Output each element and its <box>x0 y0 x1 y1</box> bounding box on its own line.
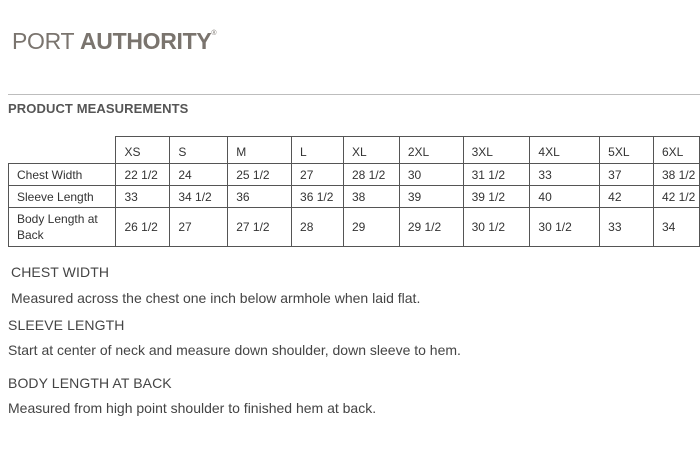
size-header-cell: XS <box>116 137 170 164</box>
size-header-cell: 6XL <box>653 137 699 164</box>
table-cell: 33 <box>530 164 600 186</box>
table-cell: 42 <box>600 186 654 208</box>
brand-logo-word-port: PORT <box>12 28 80 54</box>
header-divider <box>8 94 700 95</box>
table-cell: 22 1/2 <box>116 164 170 186</box>
size-header-cell: M <box>228 137 292 164</box>
table-cell: 39 <box>399 186 463 208</box>
table-cell: 25 1/2 <box>228 164 292 186</box>
size-header-cell: 4XL <box>530 137 600 164</box>
measurements-table <box>8 136 700 247</box>
table-cell: 27 <box>292 164 344 186</box>
table-cell: 30 1/2 <box>530 208 600 247</box>
table-cell: 26 1/2 <box>116 208 170 247</box>
size-header-cell: 5XL <box>600 137 654 164</box>
table-cell: 37 <box>600 164 654 186</box>
size-header-cell: 2XL <box>399 137 463 164</box>
table-row-body-length <box>9 208 700 247</box>
table-cell: 24 <box>170 164 228 186</box>
table-cell: 28 <box>292 208 344 247</box>
table-cell: 28 1/2 <box>343 164 399 186</box>
table-row-sleeve-length <box>9 186 700 208</box>
brand-logo <box>12 28 216 55</box>
table-cell: 29 1/2 <box>399 208 463 247</box>
table-cell: 42 1/2 <box>653 186 699 208</box>
size-header-cell: 3XL <box>463 137 530 164</box>
row-label: Chest Width <box>9 164 116 186</box>
table-cell: 38 1/2 <box>653 164 699 186</box>
definition-title-sleeve-length: SLEEVE LENGTH <box>8 317 125 333</box>
table-cell: 36 <box>228 186 292 208</box>
table-cell: 34 1/2 <box>170 186 228 208</box>
corner-cell <box>9 137 116 164</box>
table-cell: 36 1/2 <box>292 186 344 208</box>
size-header-row <box>9 137 700 164</box>
table-cell: 30 1/2 <box>463 208 530 247</box>
registered-mark: ® <box>211 30 217 37</box>
definition-title-body-length: BODY LENGTH AT BACK <box>8 375 172 391</box>
table-cell: 40 <box>530 186 600 208</box>
section-title: PRODUCT MEASUREMENTS <box>8 101 189 116</box>
table-cell: 39 1/2 <box>463 186 530 208</box>
row-label: Sleeve Length <box>9 186 116 208</box>
brand-logo-word-authority: AUTHORITY <box>79 28 212 54</box>
table-cell: 33 <box>116 186 170 208</box>
table-cell: 27 <box>170 208 228 247</box>
size-header-cell: XL <box>343 137 399 164</box>
table-cell: 34 <box>653 208 699 247</box>
definition-text-body-length: Measured from high point shoulder to finished hem at back. <box>8 400 377 416</box>
table-row-chest-width <box>9 164 700 186</box>
table-cell: 27 1/2 <box>228 208 292 247</box>
table-cell: 30 <box>399 164 463 186</box>
definition-text-sleeve-length: Start at center of neck and measure down shoulder, down sleeve to hem. <box>8 342 461 358</box>
size-header-cell: S <box>170 137 228 164</box>
table-cell: 31 1/2 <box>463 164 530 186</box>
row-label: Body Length at Back <box>9 208 116 247</box>
size-header-cell: L <box>292 137 344 164</box>
table-cell: 29 <box>343 208 399 247</box>
table-cell: 38 <box>343 186 399 208</box>
definition-text-chest-width: Measured across the chest one inch below armhole when laid flat. <box>11 290 421 306</box>
definition-title-chest-width: CHEST WIDTH <box>11 264 110 280</box>
table-cell: 33 <box>600 208 654 247</box>
